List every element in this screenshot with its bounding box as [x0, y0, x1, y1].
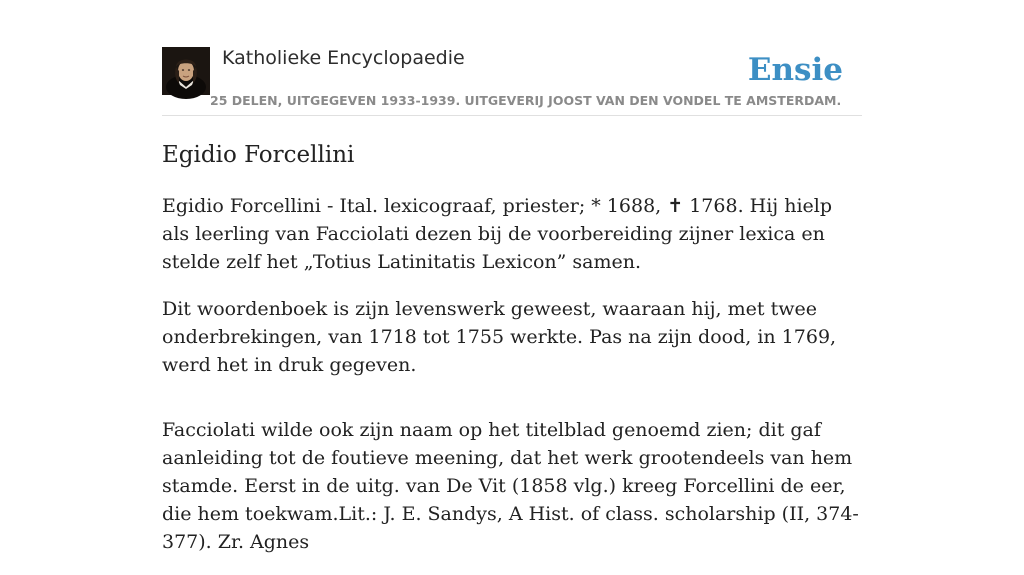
content-container	[162, 0, 862, 553]
brand-logo[interactable]: Ensie	[747, 52, 843, 88]
article-title: Egidio Forcellini	[162, 142, 355, 168]
publication-header	[162, 0, 862, 116]
portrait-avatar-icon[interactable]	[162, 47, 210, 95]
article-paragraph: Facciolati wilde ook zijn naam op het titelblad genoemd zien; dit gaf aanleiding tot de foutieve meening, dat het werk grootendeels van hem stamde. Eerst in de uitg. van De Vit (1858 vlg.) kreeg Forcellini de eer, die hem toekwam.Lit.: J. E. Sandys, A Hist. of class. scholarship (II, 374-377). Zr. Agnes	[162, 419, 859, 553]
article-paragraph: Dit woordenboek is zijn levenswerk geweest, waaraan hij, met twee onderbrekingen, van 1718 tot 1755 werkte. Pas na zijn dood, in 1769, werd het in druk gegeven.	[162, 298, 837, 376]
publication-subtitle: 25 DELEN, UITGEGEVEN 1933-1939. UITGEVERIJ JOOST VAN DEN VONDEL TE AMSTERDAM.	[210, 93, 842, 108]
article-body	[162, 192, 862, 575]
publication-title[interactable]: Katholieke Encyclopaedie	[222, 47, 465, 69]
article-paragraph: Egidio Forcellini - Ital. lexicograaf, priester; * 1688, ✝ 1768. Hij hielp als leerling van Facciolati dezen bij de voorbereiding zijner lexica en stelde zelf het „Totius Latinitatis Lexicon” samen.	[162, 195, 833, 273]
